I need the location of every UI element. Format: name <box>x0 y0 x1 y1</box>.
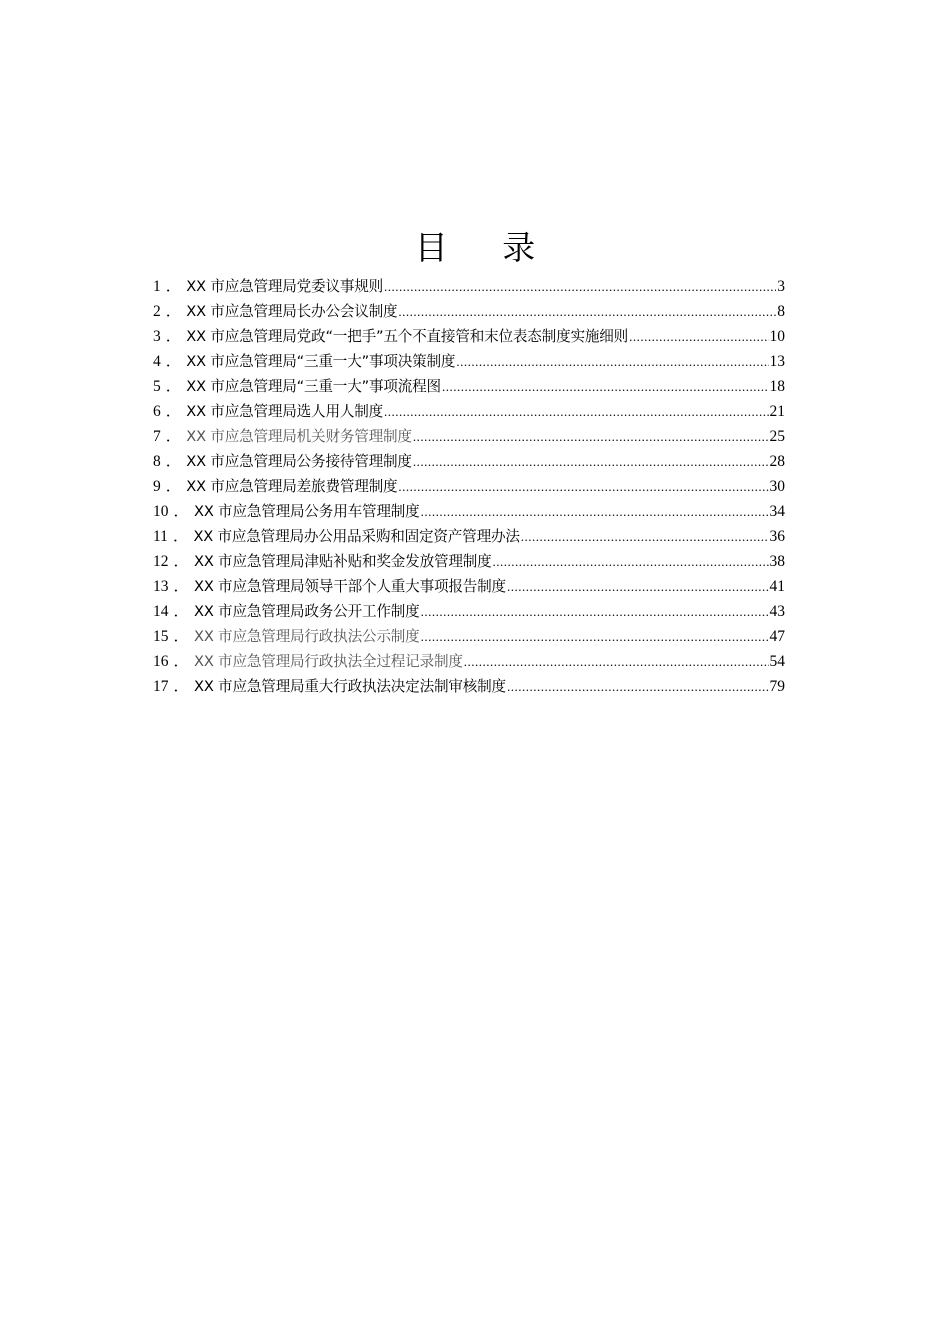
toc-entry-number: 14 <box>153 603 169 620</box>
toc-entry-separator: ． <box>173 503 190 520</box>
toc-entry-separator: ． <box>165 478 182 495</box>
toc-entry-title: XX 市应急管理局公务用车管理制度 <box>194 503 420 520</box>
toc-entry[interactable] <box>153 449 785 474</box>
toc-entry-title: XX 市应急管理局行政执法公示制度 <box>194 628 420 645</box>
toc-entry-number: 15 <box>153 628 169 645</box>
toc-entry-separator: ． <box>165 403 182 420</box>
toc-dot-leader <box>413 424 769 449</box>
toc-entry-number: 4 <box>153 353 161 370</box>
toc-entry-title: XX 市应急管理局政务公开工作制度 <box>194 603 420 620</box>
toc-dot-leader <box>507 674 769 699</box>
toc-dot-leader <box>398 474 768 499</box>
toc-entry-title: XX 市应急管理局“三重一大”事项决策制度 <box>186 353 456 370</box>
toc-entry-page: 36 <box>769 528 785 545</box>
toc-entry-number: 16 <box>153 653 169 670</box>
toc-entry-separator: ． <box>173 653 190 670</box>
toc-entry-separator: ． <box>173 578 190 595</box>
toc-title: 目 录 <box>414 228 558 267</box>
toc-entry-page: 13 <box>769 353 785 370</box>
toc-entry-page: 28 <box>769 453 785 470</box>
toc-entry[interactable] <box>153 649 785 674</box>
toc-entry-page: 47 <box>769 628 785 645</box>
toc-entry-separator: ． <box>165 453 182 470</box>
toc-dot-leader <box>493 549 769 574</box>
toc-entry[interactable] <box>153 349 785 374</box>
toc-entry-page: 30 <box>769 478 785 495</box>
toc-dot-leader <box>521 524 769 549</box>
toc-entry-separator: ． <box>173 553 190 570</box>
toc-list <box>153 274 785 699</box>
toc-dot-leader <box>507 574 769 599</box>
toc-dot-leader <box>421 599 769 624</box>
toc-entry[interactable] <box>153 624 785 649</box>
toc-entry[interactable] <box>153 274 785 299</box>
toc-entry-page: 3 <box>777 278 785 295</box>
toc-entry[interactable] <box>153 574 785 599</box>
toc-entry[interactable] <box>153 299 785 324</box>
toc-entry-page: 79 <box>769 678 785 695</box>
toc-entry[interactable] <box>153 474 785 499</box>
toc-dot-leader <box>464 649 769 674</box>
toc-entry-title: XX 市应急管理局长办公会议制度 <box>186 303 398 320</box>
toc-entry-separator: ． <box>165 303 182 320</box>
toc-entry-number: 11 <box>153 528 168 545</box>
toc-entry-page: 10 <box>769 328 785 345</box>
toc-entry-title: XX 市应急管理局公务接待管理制度 <box>186 453 412 470</box>
toc-entry-title: XX 市应急管理局重大行政执法决定法制审核制度 <box>194 678 506 695</box>
toc-entry-separator: ． <box>165 353 182 370</box>
toc-entry-title: XX 市应急管理局党委议事规则 <box>186 278 384 295</box>
toc-dot-leader <box>384 274 776 299</box>
toc-entry-number: 7 <box>153 428 161 445</box>
toc-entry-title: XX 市应急管理局“三重一大”事项流程图 <box>186 378 441 395</box>
toc-dot-leader <box>442 374 769 399</box>
toc-entry-separator: ． <box>173 678 190 695</box>
toc-entry-title: XX 市应急管理局行政执法全过程记录制度 <box>194 653 463 670</box>
toc-entry[interactable] <box>153 549 785 574</box>
toc-entry-page: 34 <box>769 503 785 520</box>
toc-entry-page: 21 <box>769 403 785 420</box>
toc-entry[interactable] <box>153 499 785 524</box>
toc-entry-title: XX 市应急管理局领导干部个人重大事项报告制度 <box>194 578 506 595</box>
toc-dot-leader <box>421 624 769 649</box>
toc-entry-title: XX 市应急管理局津贴补贴和奖金发放管理制度 <box>194 553 492 570</box>
toc-dot-leader <box>384 399 768 424</box>
toc-entry-number: 17 <box>153 678 169 695</box>
toc-dot-leader <box>456 349 768 374</box>
toc-entry-page: 18 <box>769 378 785 395</box>
toc-entry-number: 13 <box>153 578 169 595</box>
toc-dot-leader <box>398 299 776 324</box>
toc-entry-title: XX 市应急管理局机关财务管理制度 <box>186 428 412 445</box>
toc-entry-number: 6 <box>153 403 161 420</box>
toc-entry-title: XX 市应急管理局党政“一把手”五个不直接管和末位表态制度实施细则 <box>186 328 629 345</box>
toc-entry-separator: ． <box>165 328 182 345</box>
toc-entry-separator: ． <box>172 528 189 545</box>
toc-entry-number: 3 <box>153 328 161 345</box>
toc-entry-number: 12 <box>153 553 169 570</box>
toc-entry-separator: ． <box>173 603 190 620</box>
toc-entry-number: 8 <box>153 453 161 470</box>
toc-entry[interactable] <box>153 524 785 549</box>
toc-entry-separator: ． <box>165 428 182 445</box>
toc-entry[interactable] <box>153 374 785 399</box>
toc-entry-title: XX 市应急管理局差旅费管理制度 <box>186 478 398 495</box>
toc-entry[interactable] <box>153 399 785 424</box>
toc-entry[interactable] <box>153 424 785 449</box>
toc-entry[interactable] <box>153 599 785 624</box>
toc-entry-page: 38 <box>769 553 785 570</box>
toc-entry-page: 43 <box>769 603 785 620</box>
toc-entry-page: 25 <box>769 428 785 445</box>
toc-dot-leader <box>413 449 769 474</box>
toc-entry-page: 41 <box>769 578 785 595</box>
toc-entry-page: 8 <box>777 303 785 320</box>
toc-entry-page: 54 <box>769 653 785 670</box>
toc-entry-number: 5 <box>153 378 161 395</box>
toc-entry-separator: ． <box>165 378 182 395</box>
toc-entry-number: 9 <box>153 478 161 495</box>
toc-entry[interactable] <box>153 674 785 699</box>
toc-entry-number: 10 <box>153 503 169 520</box>
toc-entry-number: 2 <box>153 303 161 320</box>
toc-entry[interactable] <box>153 324 785 349</box>
toc-dot-leader <box>421 499 769 524</box>
toc-entry-separator: ． <box>165 278 182 295</box>
toc-entry-title: XX 市应急管理局选人用人制度 <box>186 403 384 420</box>
toc-entry-title: XX 市应急管理局办公用品采购和固定资产管理办法 <box>193 528 520 545</box>
toc-entry-number: 1 <box>153 278 161 295</box>
toc-entry-separator: ． <box>173 628 190 645</box>
toc-dot-leader <box>629 324 768 349</box>
